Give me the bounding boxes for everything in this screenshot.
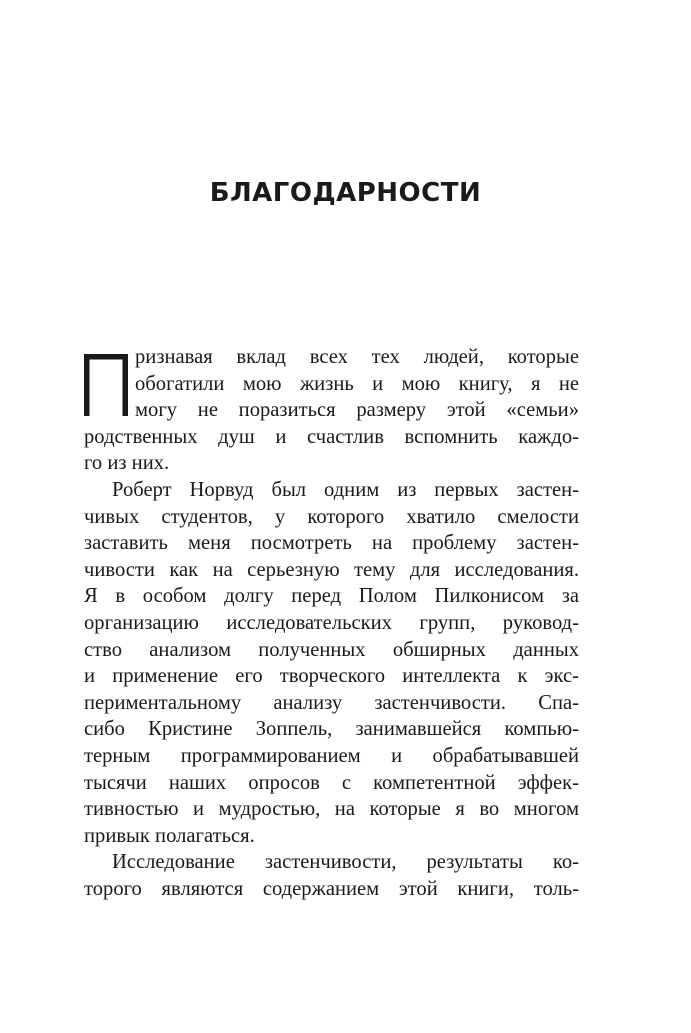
paragraph-1-line-4: родственных душ и счастлив вспомнить каждо- xyxy=(84,425,579,448)
paragraph-2-line-2: чивых студентов, у которого хватило смелости xyxy=(84,505,579,528)
paragraph-1-line-2: обогатили мою жизнь и мою книгу, я не xyxy=(135,372,579,395)
paragraph-2-line-10: сибо Кристине Зоппель, занимавшейся компью- xyxy=(84,718,579,741)
paragraph-2-line-14: привык полагаться. xyxy=(84,824,255,847)
chapter-body xyxy=(84,344,579,902)
paragraph-2-line-3: заставить меня посмотреть на проблему застен- xyxy=(84,532,579,555)
paragraph-3-line-1: Исследование застенчивости, результаты ко- xyxy=(112,851,579,874)
paragraph-3-line-2: торого являются содержанием этой книги, толь- xyxy=(84,877,579,900)
drop-cap xyxy=(84,354,128,416)
paragraph-1-line-3: могу не поразиться размеру этой «семьи» xyxy=(135,399,579,422)
paragraph-2-line-7: ство анализом полученных обширных данных xyxy=(84,638,579,661)
paragraph-2-line-8: и применение его творческого интеллекта к экс- xyxy=(84,665,579,688)
paragraph-2-line-4: чивости как на серьезную тему для исследования. xyxy=(84,558,579,581)
paragraph-1-line-5: го из них. xyxy=(84,452,170,475)
paragraph-2-line-9: периментальному анализу застенчивости. Спа- xyxy=(84,691,579,714)
paragraph-2-line-13: тивностью и мудростью, на которые я во многом xyxy=(84,798,579,821)
paragraph-2-line-5: Я в особом долгу перед Полом Пилконисом за xyxy=(84,585,579,608)
paragraph-2-line-1: Роберт Норвуд был одним из первых застен- xyxy=(112,478,579,501)
paragraph-2-line-12: тысячи наших опросов с компетентной эффек- xyxy=(84,771,579,794)
paragraph-2-line-6: организацию исследовательских групп, руковод- xyxy=(84,611,579,634)
paragraph-1-line-1: ризнавая вклад всех тех людей, которые xyxy=(135,346,579,368)
chapter-title: БЛАГОДАРНОСТИ xyxy=(209,178,482,208)
paragraph-2-line-11: терным программированием и обрабатывавшей xyxy=(84,744,579,767)
drop-cap-glyph xyxy=(84,354,128,416)
